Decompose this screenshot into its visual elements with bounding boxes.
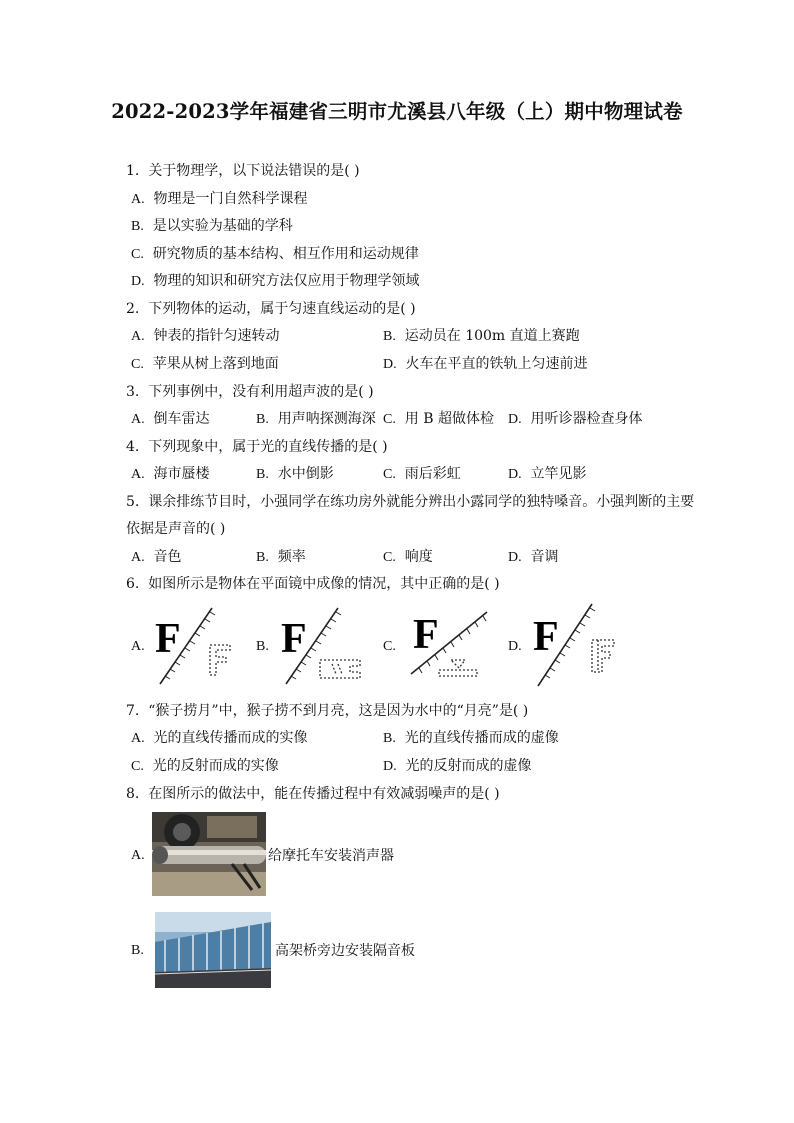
question-number: 7. [126, 703, 140, 719]
option-8a-text: 给摩托车安装消声器 [268, 848, 394, 864]
page-title: 2022-2023学年福建省三明市尤溪县八年级（上）期中物理试卷 [111, 100, 683, 123]
object-letter: F [155, 616, 181, 662]
option-8a-letter: A. [131, 848, 145, 863]
option-3a: A. 倒车雷达 [131, 411, 210, 427]
option-1d: D. 物理的知识和研究方法仅应用于物理学领域 [131, 273, 420, 289]
option-3d: D. 用听诊器检查身体 [508, 411, 643, 427]
question-text: 在图所示的做法中，能在传播过程中有效减弱噪声的是( ) [148, 786, 500, 802]
mirror-figure-b [276, 600, 366, 690]
object-letter: F [281, 616, 307, 662]
option-1b: B. 是以实验为基础的学科 [131, 218, 293, 234]
option-7a: A. 光的直线传播而成的实像 [131, 730, 308, 746]
question-2 [126, 299, 416, 319]
option-7c: C. 光的反射而成的实像 [131, 758, 279, 774]
figure-label-a: A. [131, 639, 145, 654]
question-text: 下列物体的运动，属于匀速直线运动的是( ) [148, 301, 416, 317]
option-2a: A. 钟表的指针匀速转动 [131, 328, 280, 344]
mirror-figure-c [403, 598, 493, 688]
option-7b: B. 光的直线传播而成的虚像 [383, 730, 559, 746]
option-5c: C. 响度 [383, 549, 433, 565]
question-text: 课余排练节目时，小强同学在练功房外就能分辨出小露同学的独特嗓音。小强判断的主要 [148, 494, 695, 510]
question-5-continued: 依据是声音的( ) [126, 521, 226, 537]
question-number: 1. [126, 163, 140, 179]
figure-label-b: B. [256, 639, 269, 654]
question-number: 4. [126, 439, 140, 455]
option-4a: A. 海市蜃楼 [131, 466, 210, 482]
sound-barrier-photo [155, 912, 271, 988]
object-letter: F [533, 614, 559, 660]
question-number: 3. [126, 384, 140, 400]
option-3b: B. 用声呐探测海深 [256, 411, 376, 427]
question-text: “猴子捞月”中，猴子捞不到月亮，这是因为水中的“月亮”是( ) [148, 703, 529, 719]
option-8b-text: 高架桥旁边安装隔音板 [275, 943, 415, 959]
question-number: 6. [126, 576, 140, 592]
question-5 [126, 492, 694, 512]
mirror-figure-d [528, 600, 623, 690]
question-text: 下列事例中，没有利用超声波的是( ) [148, 384, 374, 400]
option-8b-letter: B. [131, 943, 144, 958]
question-number: 2. [126, 301, 140, 317]
question-number: 5. [126, 494, 140, 510]
question-number: 8. [126, 786, 140, 802]
option-2d: D. 火车在平直的铁轨上匀速前进 [383, 356, 588, 372]
object-letter: F [413, 612, 439, 658]
option-5a: A. 音色 [131, 549, 182, 565]
option-4c: C. 雨后彩虹 [383, 466, 461, 482]
option-4b: B. 水中倒影 [256, 466, 334, 482]
option-2b: B. 运动员在 100m 直道上赛跑 [383, 328, 580, 344]
question-text: 如图所示是物体在平面镜中成像的情况，其中正确的是( ) [148, 576, 500, 592]
mirror-figure-a [150, 600, 240, 690]
question-6 [126, 574, 500, 594]
option-1c: C. 研究物质的基本结构、相互作用和运动规律 [131, 246, 419, 262]
option-7d: D. 光的反射而成的虚像 [383, 758, 532, 774]
question-3 [126, 382, 374, 402]
motorcycle-muffler-photo [152, 812, 266, 896]
question-1 [126, 161, 360, 181]
question-text: 下列现象中，属于光的直线传播的是( ) [148, 439, 388, 455]
figure-label-d: D. [508, 639, 522, 654]
option-5b: B. 频率 [256, 549, 306, 565]
option-4d: D. 立竿见影 [508, 466, 587, 482]
question-7 [126, 701, 528, 721]
figure-label-c: C. [383, 639, 396, 654]
option-2c: C. 苹果从树上落到地面 [131, 356, 279, 372]
option-3c: C. 用 B 超做体检 [383, 411, 494, 427]
question-text: 关于物理学，以下说法错误的是( ) [148, 163, 360, 179]
question-4 [126, 437, 388, 457]
option-1a: A. 物理是一门自然科学课程 [131, 191, 308, 207]
option-5d: D. 音调 [508, 549, 559, 565]
question-8 [126, 784, 500, 804]
